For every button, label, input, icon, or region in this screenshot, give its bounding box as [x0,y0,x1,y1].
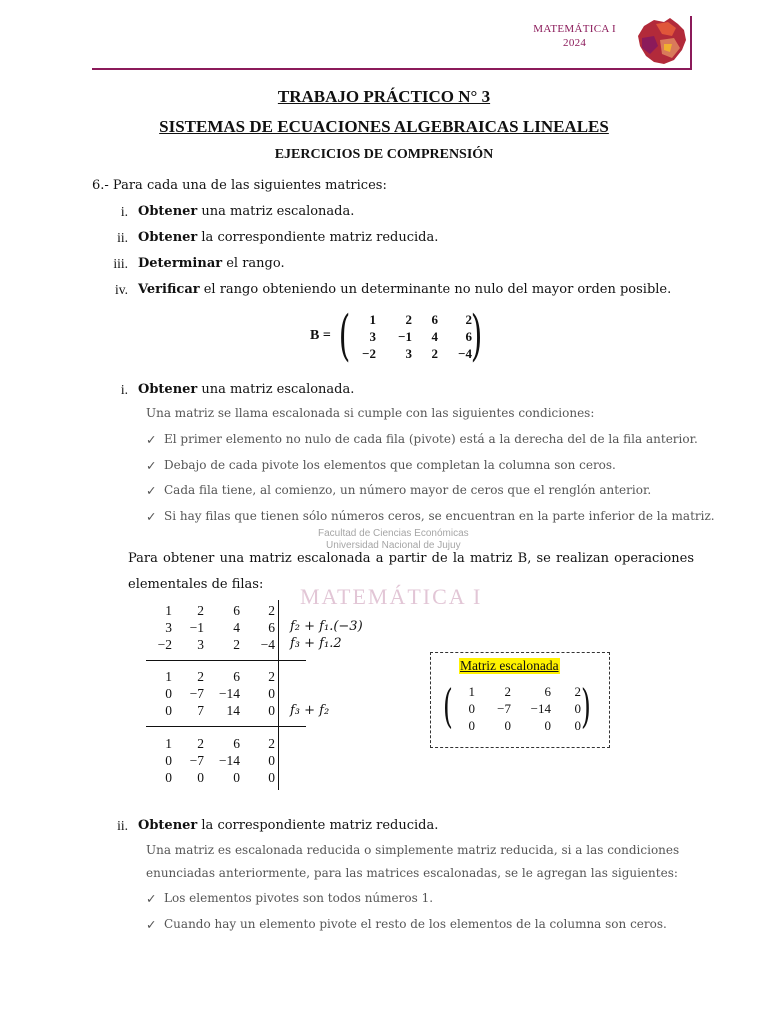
checkmark-icon: ✓ [146,891,157,906]
rr-cell: 0 [165,753,172,768]
row-operation: f₃ + f₂ [290,703,330,718]
matrix-cell: −2 [362,346,376,361]
esc-cell: 2 [504,684,511,699]
rr-cell: 2 [268,603,275,618]
matrix-cell: 2 [465,312,472,327]
item-verb: Obtener [138,204,198,219]
watermark-title: MATEMÁTICA I [300,584,483,609]
matrix-b [306,304,486,367]
condition-item: Cada fila tiene, al comienzo, un número mayor de ceros que el renglón anterior. [164,483,652,497]
rr-cell: −4 [260,637,275,652]
rr-cell: −2 [157,637,172,652]
item-text: el rango obteniendo un determinante no nulo del mayor orden posible. [199,282,672,297]
rr-cell: 2 [268,669,275,684]
reducida-definition-line1: Una matriz es escalonada reducida o simplemente matriz reducida, si a las condiciones [146,843,680,857]
watermark-faculty [318,528,469,552]
matrix-cell: −1 [398,329,412,344]
rr-cell: 6 [233,736,240,751]
watermark-faculty-line1: Facultad de Ciencias Económicas [318,528,469,539]
rr-cell: 0 [165,770,172,785]
page-title: TRABAJO PRÁCTICO N° 3 [277,87,491,106]
rr-cell: 0 [268,703,275,718]
item-text: la correspondiente matriz reducida. [197,230,439,245]
rr-cell: 2 [233,637,240,652]
rr-cell: 0 [268,770,275,785]
row-operation: f₂ + f₁.(−3) [290,619,363,634]
matrix-cell: 3 [369,329,376,344]
left-paren: ( [338,304,351,367]
esc-cell: 0 [574,701,581,716]
escalonada-definition: Una matriz se llama escalonada si cumple con las siguientes condiciones: [146,406,595,420]
right-paren: ) [470,304,483,367]
rr-cell: 6 [233,603,240,618]
exercise-item [138,256,285,271]
item-verb: Determinar [138,256,223,271]
matrix-cell: 3 [405,346,412,361]
matrix-cell: 2 [405,312,412,327]
escalonada-title: Matriz escalonada [460,658,559,673]
part-ii-verb: Obtener [138,818,198,833]
rr-cell: 4 [233,620,240,635]
rr-cell: 0 [268,753,275,768]
rr-cell: 2 [268,736,275,751]
matrix-cell: 6 [431,312,438,327]
checkmark-icon: ✓ [146,458,157,473]
header-subject [533,22,616,50]
topic-title: SISTEMAS DE ECUACIONES ALGEBRAICAS LINEALES [159,117,609,136]
esc-cell: 0 [544,718,551,733]
rr-cell: 0 [268,686,275,701]
part-ii-number: ii. [117,818,128,833]
reducida-condition: Cuando hay un elemento pivote el resto de los elementos de la columna son ceros. [164,917,667,931]
matrix-b-label: B = [310,328,331,343]
left-paren: ( [443,679,453,733]
esc-cell: 6 [544,684,551,699]
reducida-condition: Los elementos pivotes son todos números 1. [164,891,434,905]
rr-cell: −14 [218,686,240,701]
item-number: iv. [115,282,128,297]
matrix-cell: −4 [458,346,472,361]
esc-cell: −14 [530,701,551,716]
rr-cell: 1 [165,736,172,751]
rr-cell: 6 [233,669,240,684]
faculty-map-logo [634,16,690,66]
part-i-heading [138,382,354,397]
esc-cell: 0 [574,718,581,733]
block-separator [146,660,306,661]
procedure-text-line1: Para obtener una matriz escalonada a partir de la matriz B, se realizan operaciones [128,551,694,566]
exercise-item [138,282,671,297]
esc-cell: 1 [468,684,475,699]
exercise-intro: 6.- Para cada una de las siguientes matrices: [92,178,387,193]
rr-cell: −1 [189,620,204,635]
block-separator [146,726,306,727]
reducida-definition-line2: enunciadas anteriormente, para las matrices escalonadas, se le agregan las siguientes: [146,866,678,880]
header-divider [92,68,692,70]
rr-cell: 7 [197,703,204,718]
header-subject-title: MATEMÁTICA I [533,23,616,35]
esc-cell: 0 [468,701,475,716]
operations-divider [278,600,279,790]
item-text: una matriz escalonada. [197,204,355,219]
item-number: i. [120,204,128,219]
matrix-cell: 1 [369,312,376,327]
esc-cell: 2 [574,684,581,699]
item-number: ii. [117,230,128,245]
part-i-verb: Obtener [138,382,198,397]
procedure-text-line2: elementales de filas: [128,577,264,592]
rr-cell: 2 [197,669,204,684]
condition-item: Si hay filas que tienen sólo números ceros, se encuentran en la parte inferior de la matriz. [164,509,715,523]
part-ii-heading [138,818,438,833]
rr-cell: −14 [218,753,240,768]
exercise-item [138,204,354,219]
rr-cell: 2 [197,736,204,751]
part-ii-text: la correspondiente matriz reducida. [197,818,439,833]
rr-cell: 3 [165,620,172,635]
header-divider-vertical [690,16,692,70]
condition-item: El primer elemento no nulo de cada fila (pivote) está a la derecha del de la fila anterior. [164,432,698,446]
condition-item: Debajo de cada pivote los elementos que completan la columna son ceros. [164,458,616,472]
rr-cell: −7 [189,753,204,768]
esc-cell: 0 [504,718,511,733]
checkmark-icon: ✓ [146,509,157,524]
item-verb: Verificar [138,282,200,297]
rr-cell: 0 [197,770,204,785]
part-i-text: una matriz escalonada. [197,382,355,397]
item-text: el rango. [222,256,285,271]
matrix-cell: 6 [465,329,472,344]
rr-cell: 3 [197,637,204,652]
rr-cell: 6 [268,620,275,635]
rr-cell: 0 [165,686,172,701]
rr-cell: 0 [233,770,240,785]
header-year: 2024 [563,37,587,49]
rr-cell: 1 [165,603,172,618]
rr-cell: −7 [189,686,204,701]
matrix-cell: 2 [431,346,438,361]
watermark-faculty-line2: Universidad Nacional de Jujuy [326,540,461,551]
rr-cell: 14 [226,703,240,718]
item-number: iii. [113,256,128,271]
escalonada-result-box [430,652,610,748]
checkmark-icon: ✓ [146,432,157,447]
rr-cell: 0 [165,703,172,718]
rr-cell: 2 [197,603,204,618]
item-verb: Obtener [138,230,198,245]
part-i-number: i. [120,382,128,397]
exercise-item [138,230,438,245]
esc-cell: −7 [497,701,511,716]
section-title: EJERCICIOS DE COMPRENSIÓN [274,147,494,162]
right-paren: ) [581,679,591,733]
row-operation: f₃ + f₁.2 [290,636,342,651]
rr-cell: 1 [165,669,172,684]
matrix-cell: 4 [431,329,438,344]
checkmark-icon: ✓ [146,917,157,932]
esc-cell: 0 [468,718,475,733]
checkmark-icon: ✓ [146,483,157,498]
